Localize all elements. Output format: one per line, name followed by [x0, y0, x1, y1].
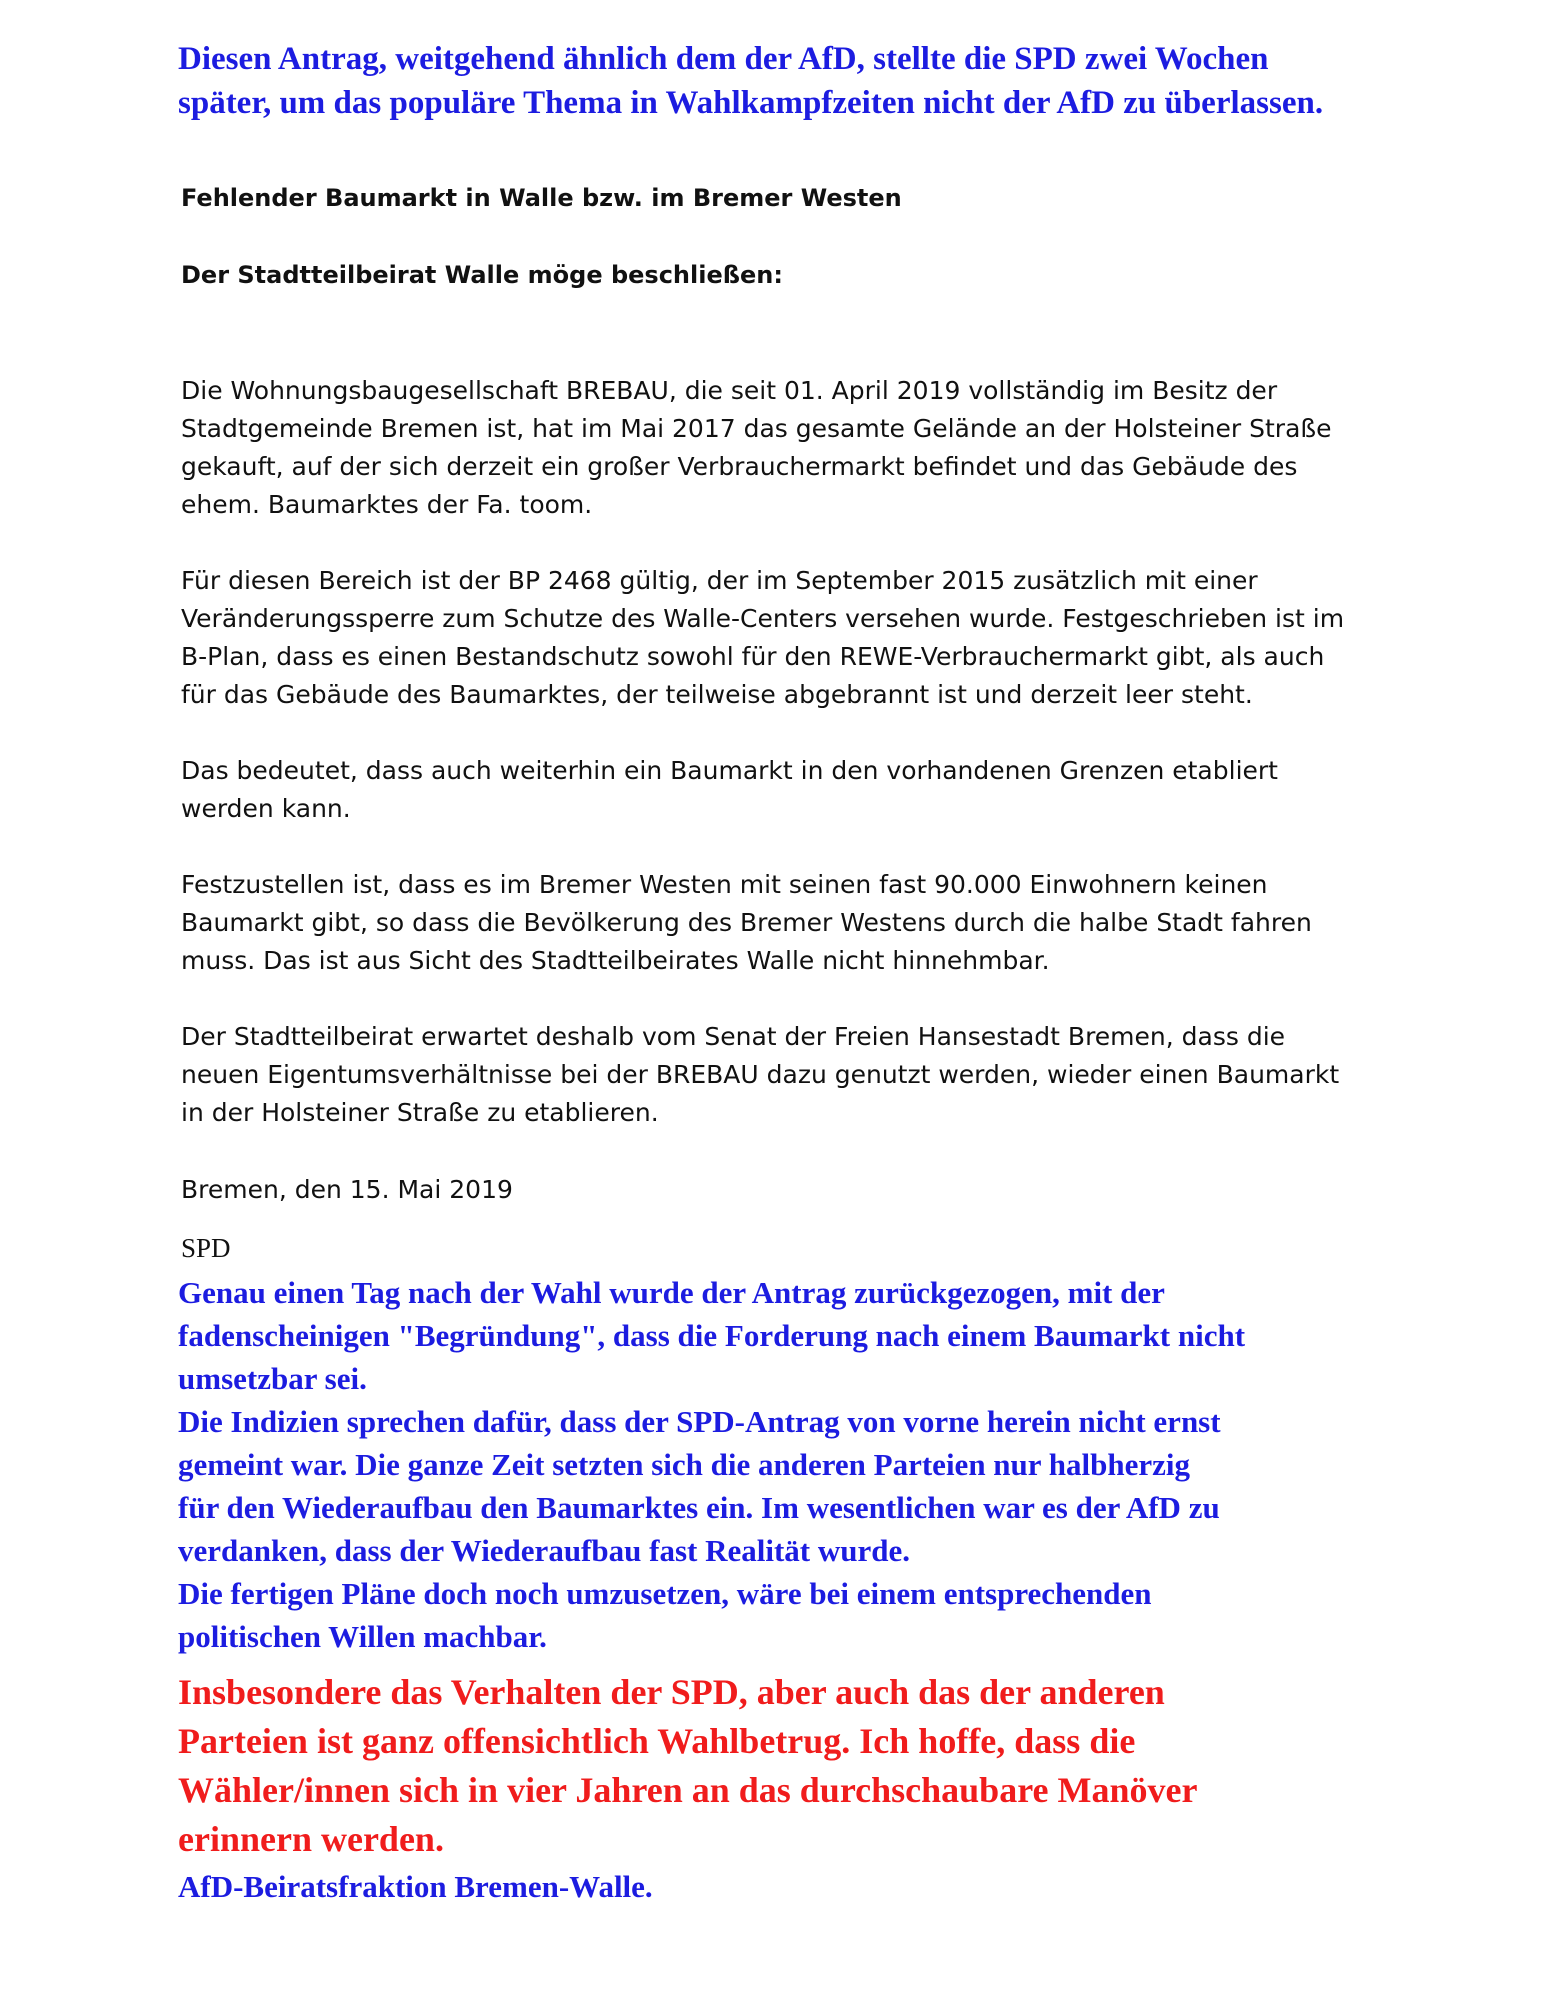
- commentary-line: Die fertigen Pläne doch noch umzusetzen, wäre bei einem entsprechenden: [178, 1576, 1152, 1611]
- paragraph-line: Der Stadtteilbeirat erwartet deshalb vom Senat der Freien Hansestadt Bremen, dass die: [181, 1022, 1286, 1051]
- motion-date: Bremen, den 15. Mai 2019: [181, 1175, 513, 1204]
- paragraph-line: gekauft, auf der sich derzeit ein großer Verbrauchermarkt befindet und das Gebäude des: [181, 452, 1298, 481]
- paragraph-line: für das Gebäude des Baumarktes, der teilweise abgebrannt ist und derzeit leer steht.: [181, 680, 1253, 709]
- intro-annotation: [178, 37, 1323, 125]
- conclusion-line: Parteien ist ganz offensichtlich Wahlbetrug. Ich hoffe, dass die: [178, 1721, 1136, 1761]
- paragraph-line: Die Wohnungsbaugesellschaft BREBAU, die seit 01. April 2019 vollständig im Besitz der: [181, 376, 1278, 405]
- paragraph-line: muss. Das ist aus Sicht des Stadtteilbeirates Walle nicht hinnehmbar.: [181, 946, 1050, 975]
- commentary-line: politischen Willen machbar.: [178, 1619, 547, 1654]
- paragraph-line: werden kann.: [181, 794, 351, 823]
- paragraph-line: Festzustellen ist, dass es im Bremer Westen mit seinen fast 90.000 Einwohnern keinen: [181, 870, 1268, 899]
- motion-paragraph: [181, 1018, 1339, 1132]
- commentary-line: fadenscheinigen "Begründung", dass die Forderung nach einem Baumarkt nicht: [178, 1318, 1246, 1353]
- commentary-line: verdanken, dass der Wiederaufbau fast Realität wurde.: [178, 1533, 910, 1568]
- motion-resolution: Der Stadtteilbeirat Walle möge beschließen:: [181, 261, 783, 289]
- commentary-line: Genau einen Tag nach der Wahl wurde der Antrag zurückgezogen, mit der: [178, 1275, 1165, 1310]
- conclusion-line: erinnern werden.: [178, 1819, 444, 1859]
- conclusion-annotation: [178, 1668, 1197, 1864]
- commentary-line: Die Indizien sprechen dafür, dass der SPD-Antrag von vorne herein nicht ernst: [178, 1404, 1221, 1439]
- paragraph-line: Das bedeutet, dass auch weiterhin ein Baumarkt in den vorhandenen Grenzen etabliert: [181, 756, 1278, 785]
- commentary-line: für den Wiederaufbau den Baumarktes ein. Im wesentlichen war es der AfD zu: [178, 1490, 1220, 1525]
- conclusion-line: Insbesondere das Verhalten der SPD, aber auch das der anderen: [178, 1672, 1165, 1712]
- paragraph-line: Für diesen Bereich ist der BP 2468 gültig, der im September 2015 zusätzlich mit einer: [181, 566, 1258, 595]
- intro-line: Diesen Antrag, weitgehend ähnlich dem der AfD, stellte die SPD zwei Wochen: [178, 41, 1269, 77]
- motion-paragraph: [181, 372, 1332, 524]
- signature: AfD-Beiratsfraktion Bremen-Walle.: [178, 1869, 653, 1904]
- commentary-line: umsetzbar sei.: [178, 1361, 367, 1396]
- motion-party: SPD: [181, 1233, 231, 1263]
- conclusion-line: Wähler/innen sich in vier Jahren an das durchschaubare Manöver: [178, 1770, 1198, 1810]
- paragraph-line: in der Holsteiner Straße zu etablieren.: [181, 1098, 659, 1127]
- motion-title: Fehlender Baumarkt in Walle bzw. im Bremer Westen: [181, 184, 902, 212]
- paragraph-line: Veränderungssperre zum Schutze des Walle-Centers versehen wurde. Festgeschrieben ist im: [181, 604, 1345, 633]
- motion-paragraph: [181, 752, 1278, 828]
- motion-paragraph: [181, 866, 1312, 980]
- motion-paragraph: [181, 562, 1344, 714]
- commentary-annotation: [178, 1271, 1245, 1658]
- paragraph-line: Stadtgemeinde Bremen ist, hat im Mai 2017 das gesamte Gelände an der Holsteiner Straße: [181, 414, 1332, 443]
- paragraph-line: neuen Eigentumsverhältnisse bei der BREBAU dazu genutzt werden, wieder einen Baumarkt: [181, 1060, 1340, 1089]
- commentary-line: gemeint war. Die ganze Zeit setzten sich die anderen Parteien nur halbherzig: [178, 1447, 1190, 1482]
- paragraph-line: B-Plan, dass es einen Bestandschutz sowohl für den REWE-Verbrauchermarkt gibt, als auch: [181, 642, 1325, 671]
- intro-line: später, um das populäre Thema in Wahlkampfzeiten nicht der AfD zu überlassen.: [178, 85, 1324, 121]
- paragraph-line: Baumarkt gibt, so dass die Bevölkerung des Bremer Westens durch die halbe Stadt fahren: [181, 908, 1312, 937]
- paragraph-line: ehem. Baumarktes der Fa. toom.: [181, 490, 593, 519]
